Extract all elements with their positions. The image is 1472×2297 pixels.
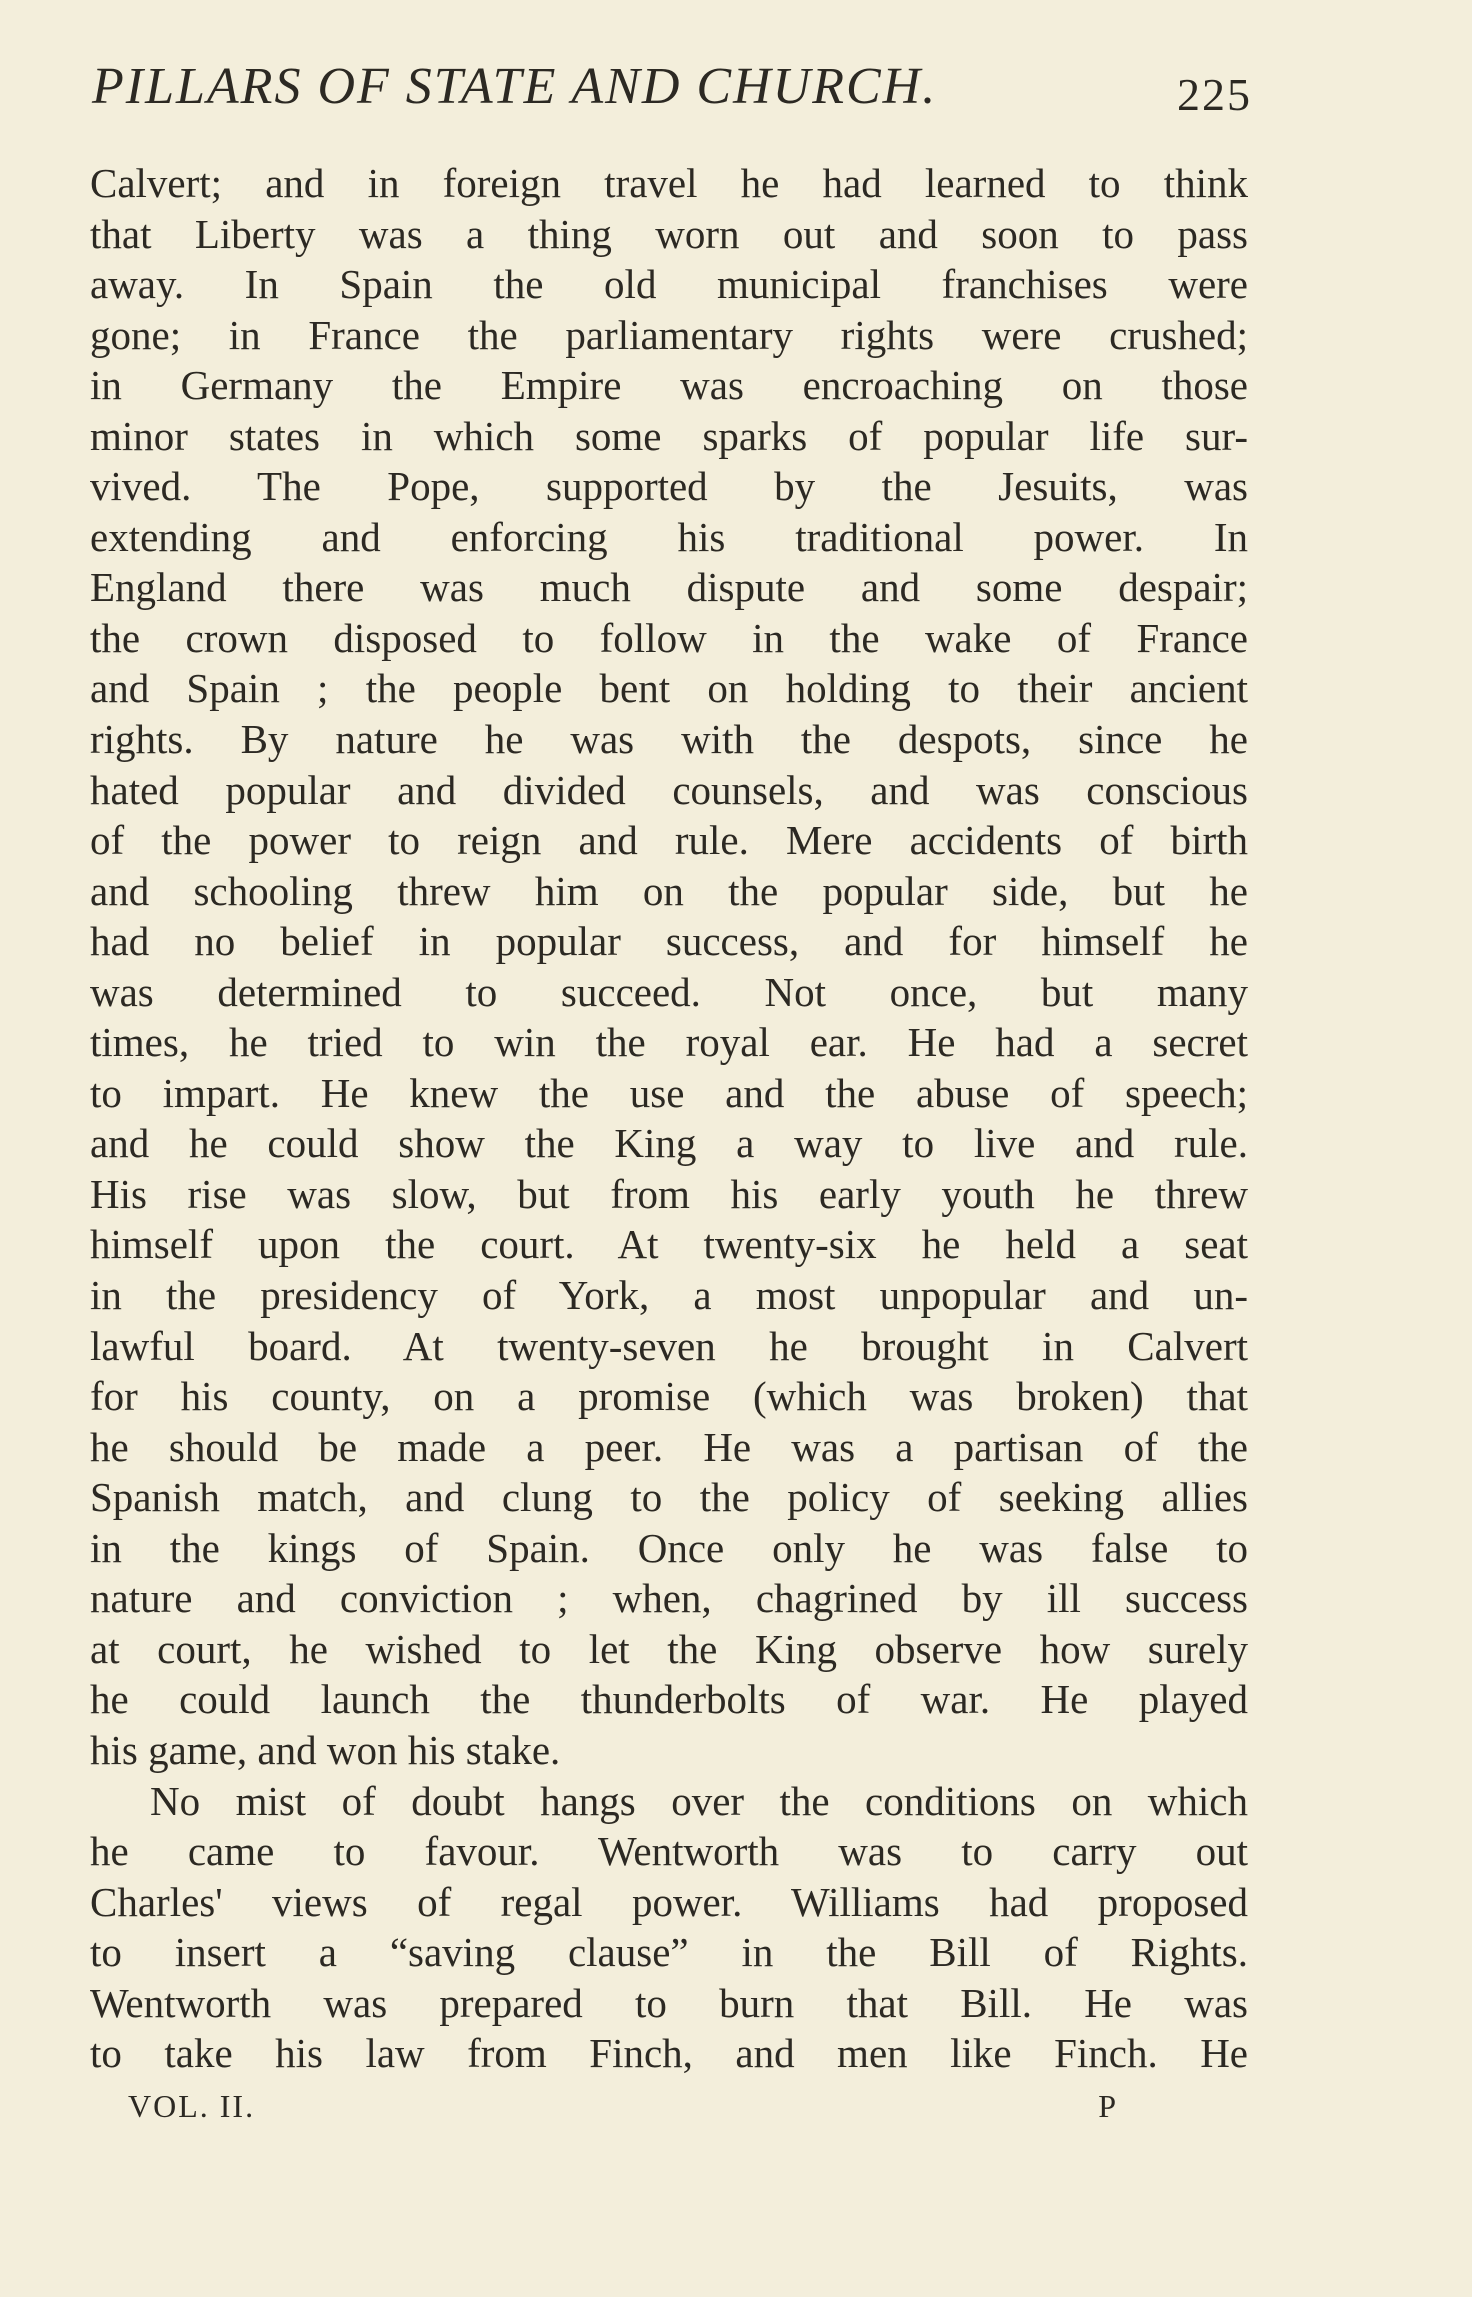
text-line: and Spain ; the people bent on holding to their ancient	[90, 665, 1248, 712]
volume-mark: VOL. II.	[128, 2088, 256, 2124]
running-head-title: PILLARS OF STATE AND CHURCH.	[92, 58, 938, 115]
text-line: nature and conviction ; when, chagrined by ill success	[90, 1575, 1248, 1622]
text-line: himself upon the court. At twenty-six he held a seat	[90, 1221, 1248, 1268]
text-line: had no belief in popular success, and for himself he	[90, 918, 1248, 965]
text-line: and he could show the King a way to live and rule.	[90, 1120, 1248, 1167]
text-line: His rise was slow, but from his early youth he threw	[90, 1170, 1248, 1217]
text-line: Wentworth was prepared to burn that Bill. He was	[90, 1979, 1248, 2026]
text-line: gone; in France the parliamentary rights were crushed;	[90, 311, 1248, 358]
text-line: Charles' views of regal power. Williams had proposed	[90, 1878, 1248, 1925]
text-line: he should be made a peer. He was a partisan of the	[90, 1423, 1248, 1470]
text-line: at court, he wished to let the King observe how surely	[90, 1625, 1248, 1672]
text-line: the crown disposed to follow in the wake of France	[90, 614, 1248, 661]
text-line: times, he tried to win the royal ear. He had a secret	[90, 1019, 1248, 1066]
text-line: in Germany the Empire was encroaching on those	[90, 362, 1248, 409]
signature-mark: P	[1098, 2088, 1118, 2124]
text-line: to impart. He knew the use and the abuse of speech;	[90, 1069, 1248, 1116]
body-text	[90, 158, 1248, 2079]
text-line: vived. The Pope, supported by the Jesuits, was	[90, 463, 1248, 510]
text-line: away. In Spain the old municipal franchises were	[90, 261, 1248, 308]
text-line: that Liberty was a thing worn out and soon to pass	[90, 210, 1248, 257]
text-line: in the kings of Spain. Once only he was false to	[90, 1524, 1248, 1571]
text-line: hated popular and divided counsels, and was conscious	[90, 766, 1248, 813]
text-line: to take his law from Finch, and men like Finch. He	[90, 2030, 1248, 2077]
text-line: rights. By nature he was with the despots, since he	[90, 716, 1248, 763]
text-line: in the presidency of York, a most unpopular and un-	[90, 1272, 1248, 1319]
text-line: for his county, on a promise (which was broken) that	[90, 1373, 1248, 1420]
text-line: to insert a “saving clause” in the Bill of Rights.	[90, 1929, 1248, 1976]
text-line: England there was much dispute and some despair;	[90, 564, 1248, 611]
text-line: of the power to reign and rule. Mere accidents of birth	[90, 817, 1248, 864]
text-line: Calvert; and in foreign travel he had learned to think	[90, 160, 1248, 206]
text-line: extending and enforcing his traditional power. In	[90, 513, 1248, 560]
page-footer	[128, 2088, 1118, 2132]
text-line: was determined to succeed. Not once, but many	[90, 968, 1248, 1015]
text-line: he came to favour. Wentworth was to carry out	[90, 1828, 1248, 1875]
text-line: minor states in which some sparks of popular life sur-	[90, 412, 1248, 459]
text-line: lawful board. At twenty-seven he brought in Calvert	[90, 1322, 1248, 1369]
text-line: and schooling threw him on the popular side, but he	[90, 867, 1248, 914]
page-number: 225	[1177, 69, 1252, 120]
running-head	[92, 52, 1252, 122]
paragraph-start-line: No mist of doubt hangs over the conditions on which	[150, 1777, 1248, 1824]
text-line: he could launch the thunderbolts of war. He played	[90, 1676, 1248, 1723]
text-line: Spanish match, and clung to the policy of seeking allies	[90, 1474, 1248, 1521]
paragraph-end-line: his game, and won his stake.	[90, 1726, 561, 1773]
